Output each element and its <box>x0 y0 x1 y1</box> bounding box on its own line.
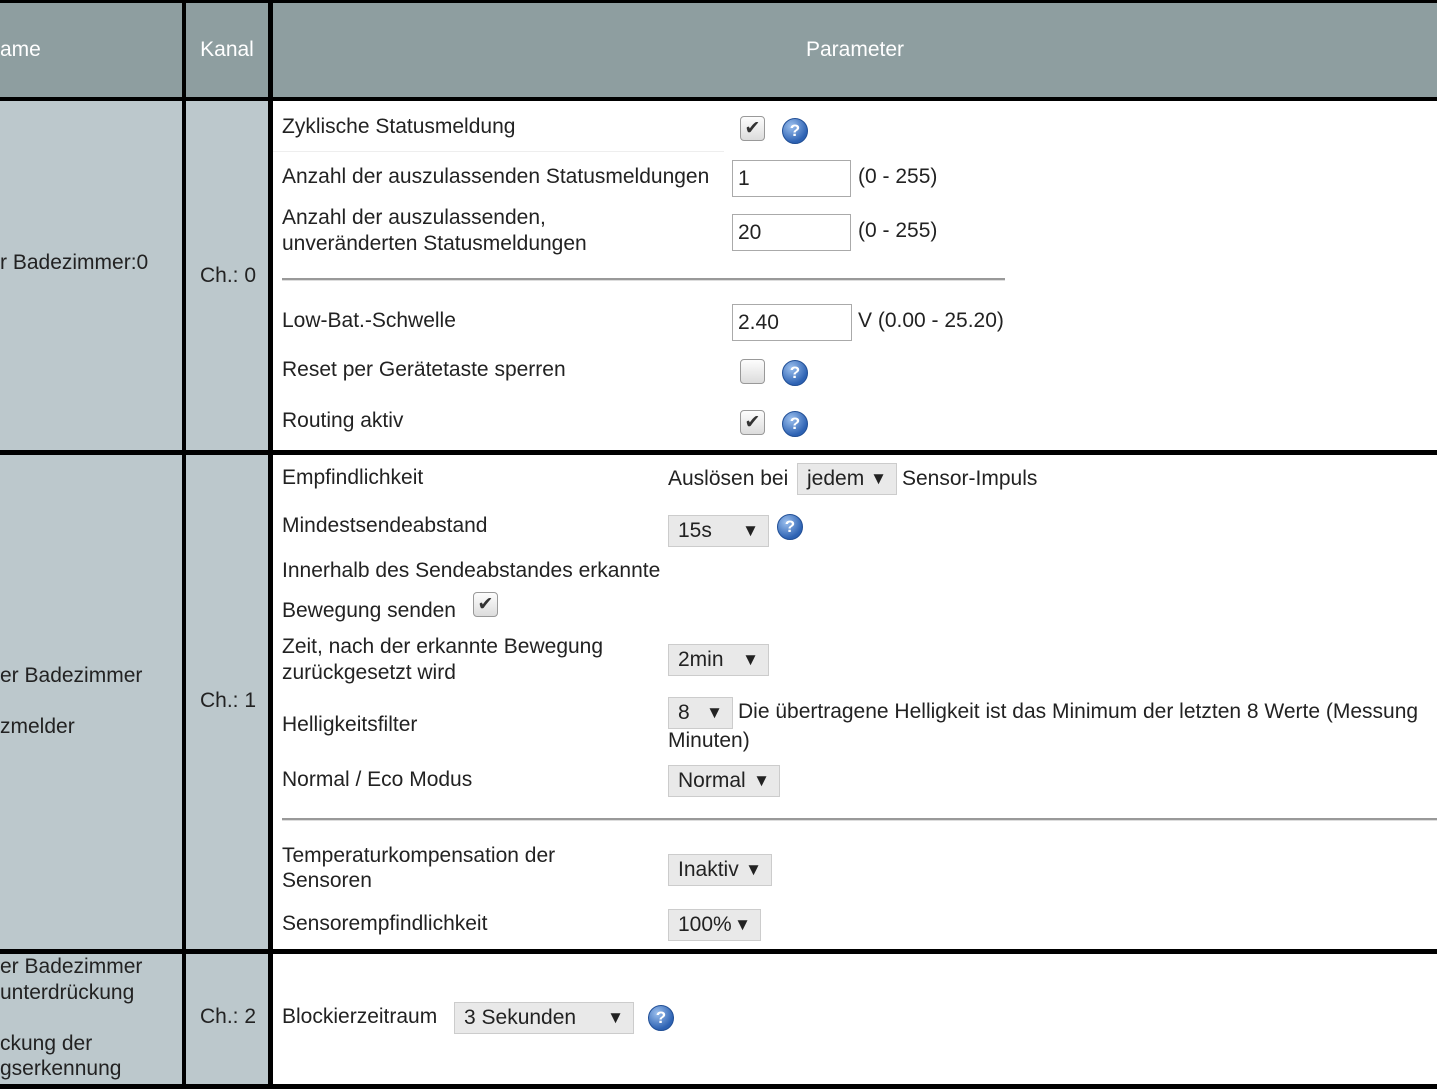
low-bat-label: Low-Bat.-Schwelle <box>282 309 456 332</box>
routing-label: Routing aktiv <box>282 409 404 432</box>
triangle-down-icon: ▼ <box>742 521 759 540</box>
header-parameter-label: Parameter <box>805 38 905 61</box>
reset-time-label-line2: zurückgesetzt wird <box>282 661 456 684</box>
brightness-filter-selected: 8 <box>678 701 690 724</box>
channel-2-name-line1: er Badezimmer <box>0 955 143 978</box>
help-icon[interactable]: ? <box>782 118 808 144</box>
separator-line <box>282 278 1005 281</box>
triangle-down-icon: ▼ <box>745 860 762 879</box>
triangle-down-icon: ▼ <box>607 1008 624 1027</box>
channel-2-name-line2: unterdrückung <box>0 981 135 1004</box>
triangle-down-icon: ▼ <box>870 469 887 488</box>
channel-1-name-cell <box>0 455 182 949</box>
channel-0-number-cell <box>186 101 268 450</box>
skip-unchanged-range: (0 - 255) <box>858 219 938 242</box>
channel-1-name-line2: zmelder <box>0 715 75 738</box>
low-bat-range: V (0.00 - 25.20) <box>858 309 1004 332</box>
eco-mode-select[interactable] <box>668 765 780 797</box>
brightness-filter-desc-line2: Minuten) <box>668 729 750 752</box>
temp-comp-selected: Inaktiv <box>678 858 739 881</box>
sensitivity-suffix: Sensor-Impuls <box>902 467 1038 490</box>
reset-time-label-line1: Zeit, nach der erkannte Bewegung <box>282 635 604 658</box>
low-bat-value: 2.40 <box>738 310 779 334</box>
reset-lock-checkbox[interactable] <box>740 359 765 384</box>
channel-1-number: Ch.: 1 <box>200 689 257 712</box>
help-icon[interactable]: ? <box>648 1005 674 1031</box>
reset-time-selected: 2min <box>678 648 724 671</box>
channel-2-number: Ch.: 2 <box>200 1005 257 1028</box>
brightness-filter-desc-line1: Die übertragene Helligkeit ist das Minimum der letzten 8 Werte (Messung <box>738 700 1419 723</box>
block-time-select[interactable] <box>454 1002 634 1034</box>
header-name-label: ame <box>0 38 41 61</box>
channel-0-name-cell <box>0 101 182 450</box>
checkmark-icon: ✔ <box>477 594 494 615</box>
skip-status-input[interactable] <box>732 160 851 197</box>
temp-comp-label-line2: Sensoren <box>282 869 372 892</box>
separator-line <box>282 818 1437 821</box>
header-parameter-cell <box>273 3 1437 97</box>
channel-2-params-panel <box>273 954 1437 1084</box>
sensor-sens-select[interactable] <box>668 909 761 941</box>
triangle-down-icon: ▼ <box>734 915 751 934</box>
sensor-sens-label: Sensorempfindlichkeit <box>282 912 488 935</box>
min-interval-select[interactable] <box>668 515 769 547</box>
header-name-cell <box>0 3 182 97</box>
brightness-filter-label: Helligkeitsfilter <box>282 713 418 736</box>
sensitivity-prefix: Auslösen bei <box>668 467 789 490</box>
channel-2-name-cell <box>0 954 182 1084</box>
cyclic-status-label: Zyklische Statusmeldung <box>282 115 516 138</box>
within-interval-line2: Bewegung senden <box>282 599 456 622</box>
low-bat-input[interactable] <box>732 304 852 341</box>
reset-time-select[interactable] <box>668 644 769 676</box>
temp-comp-select[interactable] <box>668 854 772 886</box>
skip-unchanged-label-line2: unveränderten Statusmeldungen <box>282 232 587 255</box>
skip-status-value: 1 <box>738 166 750 190</box>
skip-unchanged-value: 20 <box>738 220 762 244</box>
help-icon[interactable]: ? <box>782 411 808 437</box>
help-icon[interactable]: ? <box>777 514 803 540</box>
param-row-label <box>273 103 724 152</box>
checkmark-icon: ✔ <box>744 118 761 139</box>
skip-status-label: Anzahl der auszulassenden Statusmeldungen <box>282 165 710 188</box>
channel-2-name-line3: ckung der <box>0 1032 93 1055</box>
checkmark-icon: ✔ <box>744 412 761 433</box>
channel-0-params-panel <box>273 101 1437 450</box>
sensitivity-label: Empfindlichkeit <box>282 466 424 489</box>
within-interval-line1: Innerhalb des Sendeabstandes erkannte <box>282 559 661 582</box>
triangle-down-icon: ▼ <box>753 771 770 790</box>
skip-unchanged-input[interactable] <box>732 214 851 251</box>
header-channel-label: Kanal <box>200 38 254 61</box>
triangle-down-icon: ▼ <box>706 703 723 722</box>
sensor-sens-selected: 100% <box>678 913 732 936</box>
skip-unchanged-label-line1: Anzahl der auszulassenden, <box>282 206 546 229</box>
block-time-label: Blockierzeitraum <box>282 1005 438 1028</box>
block-time-selected: 3 Sekunden <box>464 1006 577 1029</box>
triangle-down-icon: ▼ <box>742 650 759 669</box>
eco-mode-label: Normal / Eco Modus <box>282 768 473 791</box>
cyclic-status-checkbox[interactable] <box>740 116 765 141</box>
help-icon[interactable]: ? <box>782 360 808 386</box>
channel-1-params-panel <box>273 455 1437 949</box>
channel-2-number-cell <box>186 954 268 1084</box>
reset-lock-label: Reset per Gerätetaste sperren <box>282 358 566 381</box>
sensitivity-selected: jedem <box>807 467 865 490</box>
header-channel-cell <box>186 3 268 97</box>
temp-comp-label-line1: Temperaturkompensation der <box>282 844 556 867</box>
channel-2-name-line4: gserkennung <box>0 1057 122 1080</box>
min-interval-selected: 15s <box>678 519 712 542</box>
channel-1-number-cell <box>186 455 268 949</box>
channel-0-number: Ch.: 0 <box>200 264 257 287</box>
channel-1-name-line1: er Badezimmer <box>0 664 143 687</box>
skip-status-range: (0 - 255) <box>858 165 938 188</box>
channel-0-name: r Badezimmer:0 <box>0 251 149 274</box>
sensitivity-select[interactable] <box>797 463 897 495</box>
routing-checkbox[interactable] <box>740 410 765 435</box>
eco-mode-selected: Normal <box>678 769 746 792</box>
within-interval-checkbox[interactable] <box>473 592 498 617</box>
brightness-filter-select[interactable] <box>668 697 733 729</box>
min-interval-label: Mindestsendeabstand <box>282 514 488 537</box>
